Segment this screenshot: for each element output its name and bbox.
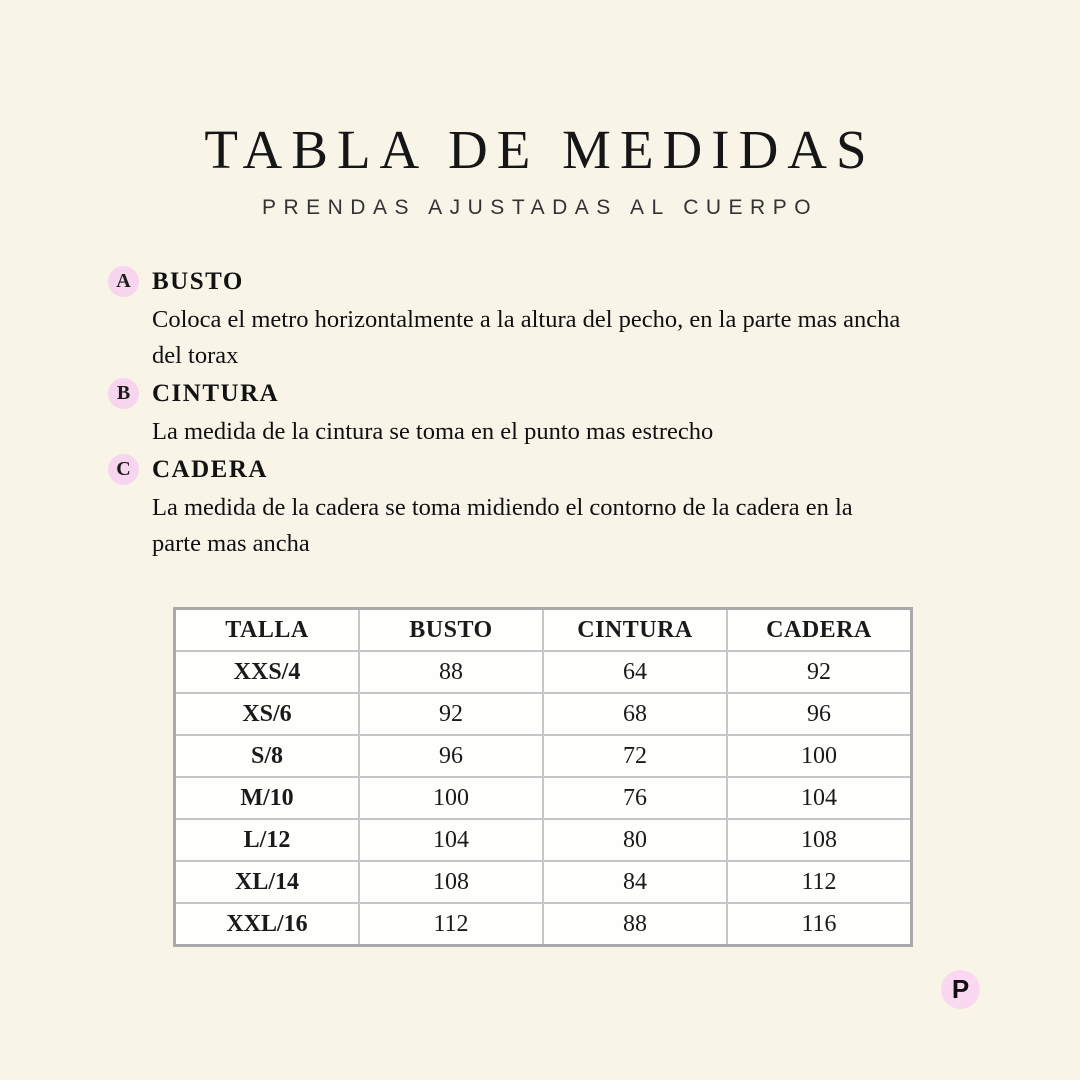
table-cell: 96 — [359, 735, 543, 777]
table-header-cell: CINTURA — [543, 609, 727, 652]
section-cadera-label: CADERA — [152, 455, 268, 483]
table-cell: 104 — [727, 777, 912, 819]
table-cell: 80 — [543, 819, 727, 861]
table-header-cell: CADERA — [727, 609, 912, 652]
measurements-table — [173, 607, 913, 947]
table-cell: 84 — [543, 861, 727, 903]
table-cell: L/12 — [175, 819, 360, 861]
table-cell: 112 — [359, 903, 543, 946]
table-cell: 108 — [727, 819, 912, 861]
table-cell: 64 — [543, 651, 727, 693]
badge-b: B — [108, 378, 139, 409]
brand-badge — [941, 970, 980, 1009]
table-cell: 92 — [727, 651, 912, 693]
section-cintura-description: La medida de la cintura se toma en el punto mas estrecho — [152, 418, 714, 445]
section-busto-header — [108, 266, 928, 297]
table-cell: 100 — [359, 777, 543, 819]
header — [0, 118, 1080, 220]
table-row — [175, 651, 912, 693]
badge-a: A — [108, 266, 139, 297]
table-cell: 96 — [727, 693, 912, 735]
table-cell: XXS/4 — [175, 651, 360, 693]
table-cell: 88 — [543, 903, 727, 946]
table-cell: 100 — [727, 735, 912, 777]
section-busto-label: BUSTO — [152, 267, 244, 295]
table-row — [175, 735, 912, 777]
table-cell: 116 — [727, 903, 912, 946]
table-cell: XS/6 — [175, 693, 360, 735]
section-cadera-header — [108, 454, 928, 485]
table-cell: 112 — [727, 861, 912, 903]
table-header-cell: TALLA — [175, 609, 360, 652]
section-cadera-description: La medida de la cadera se toma midiendo el contorno de la cadera en la parte mas ancha — [152, 494, 853, 557]
table-row — [175, 861, 912, 903]
section-busto-description: Coloca el metro horizontalmente a la altura del pecho, en la parte mas ancha del torax — [152, 306, 901, 369]
table-header-row — [175, 609, 912, 652]
table-cell: 92 — [359, 693, 543, 735]
table-cell: 88 — [359, 651, 543, 693]
size-table-container — [173, 607, 913, 947]
table-row — [175, 903, 912, 946]
page-title: TABLA DE MEDIDAS — [204, 119, 876, 180]
table-row — [175, 819, 912, 861]
measurement-instructions — [108, 266, 928, 562]
table-cell: 108 — [359, 861, 543, 903]
table-cell: XXL/16 — [175, 903, 360, 946]
table-cell: 68 — [543, 693, 727, 735]
brand-badge-letter: P — [951, 974, 970, 1004]
table-row — [175, 777, 912, 819]
table-header-cell: BUSTO — [359, 609, 543, 652]
table-cell: 76 — [543, 777, 727, 819]
page-subtitle: PRENDAS AJUSTADAS AL CUERPO — [261, 196, 819, 219]
table-cell: S/8 — [175, 735, 360, 777]
badge-c: C — [108, 454, 139, 485]
table-row — [175, 693, 912, 735]
table-cell: M/10 — [175, 777, 360, 819]
section-cintura-header — [108, 378, 928, 409]
table-cell: 72 — [543, 735, 727, 777]
table-cell: XL/14 — [175, 861, 360, 903]
section-cintura-label: CINTURA — [152, 379, 280, 407]
table-cell: 104 — [359, 819, 543, 861]
